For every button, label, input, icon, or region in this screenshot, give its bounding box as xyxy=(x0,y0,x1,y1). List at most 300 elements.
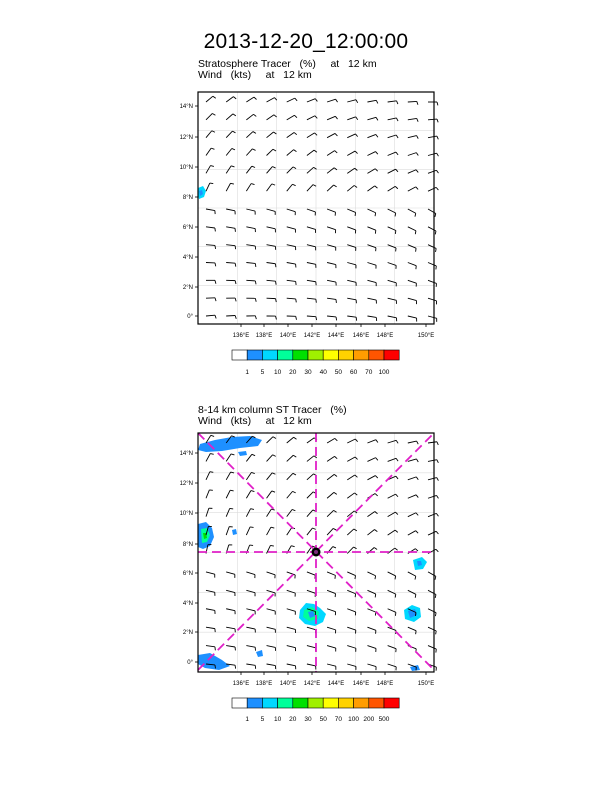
lat-tick-label: 8°N xyxy=(182,195,193,201)
colorbar-swatch xyxy=(247,350,262,360)
wind-barb xyxy=(246,454,255,461)
wind-barb xyxy=(267,572,276,578)
wind-barb xyxy=(246,280,256,284)
wind-barb xyxy=(388,152,398,155)
wind-barb xyxy=(367,572,375,579)
wind-barb xyxy=(246,664,255,669)
wind-barb xyxy=(327,438,337,443)
wind-barb xyxy=(388,186,398,191)
lon-tick-label: 148°E xyxy=(376,333,394,339)
wind-barb xyxy=(246,263,255,267)
wind-barb xyxy=(287,209,296,215)
wind-barb xyxy=(428,646,436,653)
colorbar-label: 500 xyxy=(378,716,390,723)
wind-barb xyxy=(408,441,418,444)
tracer-patch-southeast-edge xyxy=(410,665,420,671)
wind-barb xyxy=(246,609,255,615)
colorbar-swatch xyxy=(369,350,384,360)
wind-barb xyxy=(246,627,255,632)
colorbar-swatch xyxy=(338,350,353,360)
wind-barb xyxy=(267,609,276,615)
colorbar-swatch xyxy=(384,350,399,360)
wind-barb xyxy=(428,298,437,304)
panel2-wind-barbs xyxy=(206,435,438,670)
wind-barb xyxy=(226,280,236,284)
colorbar-swatch xyxy=(323,698,338,708)
wind-barb xyxy=(367,152,377,156)
wind-barb xyxy=(408,153,418,156)
wind-barb xyxy=(428,460,438,463)
wind-barb xyxy=(428,187,438,191)
panel1-tracer-patches xyxy=(198,186,206,199)
wind-barb xyxy=(428,316,437,322)
wind-barb xyxy=(367,646,376,652)
tracer-patch-north-small xyxy=(238,451,247,456)
wind-barb xyxy=(287,473,296,480)
wind-barb xyxy=(206,609,215,614)
wind-barb xyxy=(287,455,297,461)
colorbar-label: 60 xyxy=(349,369,358,376)
wind-barb xyxy=(267,437,276,443)
wind-barb xyxy=(246,166,255,173)
wind-barb xyxy=(327,528,336,535)
panel2-colorbar xyxy=(232,698,399,723)
wind-barb xyxy=(246,149,255,156)
wind-barb xyxy=(347,263,356,269)
wind-barb xyxy=(267,132,277,138)
colorbar-swatch xyxy=(247,698,262,708)
wind-barb xyxy=(408,209,416,217)
lon-tick-label: 144°E xyxy=(327,333,345,339)
wind-barb xyxy=(246,646,255,651)
wind-barb xyxy=(367,245,375,251)
wind-barb xyxy=(206,572,215,578)
wind-barb xyxy=(267,298,277,302)
lon-tick-label: 142°E xyxy=(303,333,321,339)
colorbar-swatch xyxy=(232,698,247,708)
wind-barb xyxy=(226,590,235,596)
wind-barb xyxy=(327,133,337,137)
wind-barb xyxy=(226,472,234,480)
panel1-lon-ticks xyxy=(233,324,434,339)
lon-tick-label: 136°E xyxy=(232,333,250,339)
lon-tick-label: 144°E xyxy=(327,681,345,687)
wind-barb xyxy=(367,298,376,303)
wind-barb xyxy=(287,184,296,191)
wind-barb xyxy=(206,627,215,632)
wind-barb xyxy=(428,442,438,445)
wind-barb xyxy=(428,572,436,580)
wind-barb xyxy=(307,456,317,462)
wind-barb xyxy=(206,315,216,318)
wind-barb xyxy=(408,245,416,252)
lat-tick-label: 10°N xyxy=(179,511,193,517)
lat-tick-label: 8°N xyxy=(182,542,193,548)
wind-barb xyxy=(226,527,233,535)
tracer-patch-southwest-small xyxy=(256,650,263,657)
wind-barb xyxy=(367,134,377,137)
wind-barb xyxy=(246,316,256,319)
wind-barb xyxy=(267,473,276,480)
wind-barb xyxy=(307,280,316,285)
wind-barb xyxy=(267,209,276,215)
lat-tick-label: 2°N xyxy=(182,285,193,291)
wind-barb xyxy=(367,100,377,103)
wind-barb xyxy=(408,572,416,580)
wind-barb xyxy=(226,183,234,191)
lat-tick-label: 12°N xyxy=(179,481,193,487)
lon-tick-label: 138°E xyxy=(255,333,273,339)
wind-barb xyxy=(267,115,277,120)
lon-tick-label: 136°E xyxy=(232,681,250,687)
lat-tick-label: 2°N xyxy=(182,630,193,636)
wind-barb xyxy=(206,209,215,214)
wind-barb xyxy=(267,316,277,319)
wind-barb xyxy=(408,316,417,322)
tracer-patch-west-small xyxy=(232,529,237,535)
wind-barb xyxy=(408,513,418,517)
wind-barb xyxy=(367,186,377,191)
wind-barb xyxy=(287,115,297,120)
wind-barb xyxy=(226,316,236,319)
lat-tick-label: 6°N xyxy=(182,225,193,231)
wind-barb xyxy=(428,609,436,616)
wind-barb xyxy=(287,280,296,285)
wind-barb xyxy=(347,646,356,652)
wind-barb xyxy=(347,590,355,597)
colorbar-swatch xyxy=(278,698,293,708)
wind-barb xyxy=(388,316,397,321)
wind-barb xyxy=(226,454,234,462)
lon-tick-label: 148°E xyxy=(376,681,394,687)
panel2-center-marker xyxy=(312,548,321,557)
wind-barb xyxy=(267,149,276,155)
lat-tick-label: 0° xyxy=(187,660,193,666)
wind-barb xyxy=(408,263,416,270)
wind-barb xyxy=(347,227,355,234)
wind-barb xyxy=(287,245,296,250)
colorbar-label: 5 xyxy=(260,716,265,723)
wind-barb xyxy=(267,491,276,498)
panel2-subtitle-tracer: 8-14 km column ST Tracer (%) xyxy=(198,404,347,416)
wind-barb xyxy=(307,150,317,155)
wind-barb xyxy=(347,280,356,285)
wind-barb xyxy=(347,117,357,120)
wind-barb xyxy=(428,478,438,481)
wind-barb xyxy=(327,316,337,320)
wind-barb xyxy=(246,97,256,102)
wind-barb xyxy=(428,280,436,287)
colorbar-label: 5 xyxy=(260,369,265,376)
colorbar-label: 1 xyxy=(245,716,250,723)
wind-barb xyxy=(327,116,337,120)
lon-tick-label: 146°E xyxy=(352,681,370,687)
lon-tick-label: 138°E xyxy=(255,681,273,687)
lon-tick-label: 140°E xyxy=(279,681,297,687)
wind-barb xyxy=(347,100,357,103)
wind-barb xyxy=(287,609,296,615)
wind-barb xyxy=(327,474,337,479)
colorbar-label: 100 xyxy=(348,716,360,723)
wind-barb xyxy=(408,136,418,139)
wind-barb xyxy=(307,646,316,652)
colorbar-swatch xyxy=(308,350,323,360)
wind-barb xyxy=(287,664,296,669)
wind-barb xyxy=(408,495,418,498)
panel1-gridlines xyxy=(198,92,434,324)
wind-barb xyxy=(428,170,438,173)
wind-barb xyxy=(287,263,296,268)
colorbar-label: 50 xyxy=(334,369,343,376)
wind-barb xyxy=(347,245,356,251)
lon-tick-label: 140°E xyxy=(279,333,297,339)
wind-barb xyxy=(287,150,297,156)
wind-barb xyxy=(428,227,436,235)
wind-barb xyxy=(327,609,336,615)
wind-barb xyxy=(267,245,276,250)
wind-barb xyxy=(267,98,277,102)
map-panel-1 xyxy=(180,92,439,376)
lon-tick-label: 150°E xyxy=(417,333,435,339)
wind-barb xyxy=(367,664,376,670)
wind-barb xyxy=(388,298,397,304)
wind-barb xyxy=(327,646,336,652)
wind-barb xyxy=(307,185,316,192)
wind-barb xyxy=(307,227,316,233)
wind-barb xyxy=(367,512,377,517)
wind-barb xyxy=(367,209,375,216)
colorbar-label: 40 xyxy=(319,369,327,376)
wind-barb xyxy=(246,114,256,120)
wind-barb xyxy=(287,646,296,652)
wind-barb xyxy=(428,245,436,252)
wind-barb xyxy=(327,572,335,579)
wind-barb xyxy=(206,227,215,232)
wind-barb xyxy=(287,167,296,173)
wind-barb xyxy=(408,477,418,480)
wind-barb xyxy=(408,280,417,286)
panel1-lat-ticks xyxy=(180,104,198,320)
wind-barb xyxy=(408,187,418,191)
wind-barb xyxy=(327,99,337,102)
wind-barb xyxy=(347,168,357,173)
colorbar-swatch xyxy=(278,350,293,360)
wind-barb xyxy=(267,167,276,174)
lon-tick-label: 150°E xyxy=(417,681,435,687)
colorbar-swatch xyxy=(293,698,308,708)
wind-barb xyxy=(287,132,297,137)
lat-tick-label: 12°N xyxy=(179,135,193,141)
wind-barb xyxy=(246,209,255,215)
wind-barb xyxy=(388,118,398,121)
colorbar-swatch xyxy=(369,698,384,708)
wind-barb xyxy=(226,298,236,301)
wind-barb xyxy=(226,490,233,498)
wind-barb xyxy=(307,590,315,596)
wind-barb xyxy=(388,458,398,461)
wind-barb xyxy=(206,298,216,301)
wind-barb xyxy=(307,528,316,535)
wind-barb xyxy=(347,572,355,579)
lat-tick-label: 4°N xyxy=(182,255,193,261)
wind-barb xyxy=(347,627,356,633)
panel1-subtitle-wind: Wind (kts) at 12 km xyxy=(198,69,312,81)
lat-tick-label: 10°N xyxy=(179,165,193,171)
wind-barb xyxy=(367,117,377,120)
wind-barb xyxy=(267,227,276,233)
wind-barb xyxy=(327,456,337,461)
colorbar-label: 50 xyxy=(319,716,327,723)
wind-barb xyxy=(347,151,357,155)
wind-barb xyxy=(226,609,235,614)
wind-barb xyxy=(206,280,216,283)
wind-barb xyxy=(226,263,236,267)
lat-tick-label: 6°N xyxy=(182,571,193,577)
wind-barb xyxy=(327,298,336,303)
wind-barb xyxy=(226,227,235,232)
wind-barb xyxy=(428,209,436,217)
wind-barb xyxy=(206,454,214,462)
wind-barb xyxy=(347,209,355,216)
wind-barb xyxy=(367,458,377,462)
wind-barb xyxy=(226,97,236,102)
wind-barb xyxy=(428,102,438,105)
wind-barb xyxy=(428,136,438,139)
colorbar-swatch xyxy=(338,698,353,708)
wind-barb xyxy=(367,590,375,597)
colorbar-swatch xyxy=(354,698,369,708)
wind-barb xyxy=(428,590,436,598)
wind-barb xyxy=(246,590,255,596)
lat-tick-label: 0° xyxy=(187,314,193,320)
wind-barb xyxy=(307,167,317,173)
wind-barb xyxy=(367,476,377,480)
wind-barb xyxy=(367,263,376,269)
wind-barb xyxy=(287,227,296,233)
tracer-patch-southwest xyxy=(198,653,230,670)
colorbar-swatch xyxy=(354,350,369,360)
wind-barb xyxy=(327,492,337,498)
wind-barb xyxy=(408,531,418,535)
wind-barb xyxy=(246,132,256,138)
wind-barb xyxy=(287,528,295,536)
wind-barb xyxy=(206,96,216,102)
wind-barb xyxy=(246,245,255,250)
wind-barb xyxy=(408,646,416,653)
wind-barb xyxy=(327,185,337,191)
wind-barb xyxy=(367,440,377,443)
wind-barb xyxy=(226,209,235,214)
wind-barb xyxy=(246,527,253,535)
wind-barb xyxy=(428,119,438,122)
wind-barb xyxy=(367,609,375,616)
wind-barb xyxy=(408,118,418,121)
wind-barb xyxy=(408,170,418,174)
wind-barb xyxy=(307,263,316,268)
colorbar-swatch xyxy=(323,350,338,360)
wind-barb xyxy=(428,263,436,270)
wind-barb xyxy=(307,664,316,669)
wind-barb xyxy=(428,495,438,498)
colorbar-swatch xyxy=(232,350,247,360)
wind-barb xyxy=(206,590,215,595)
colorbar-label: 70 xyxy=(365,369,373,376)
wind-barb xyxy=(327,151,337,156)
wind-barb xyxy=(226,627,235,632)
wind-barb xyxy=(206,646,215,651)
wind-barb xyxy=(327,227,336,233)
wind-barb xyxy=(388,530,398,535)
wind-barb xyxy=(327,245,336,251)
wind-barb xyxy=(287,98,297,102)
wind-barb xyxy=(287,509,296,516)
colorbar-label: 200 xyxy=(363,716,375,723)
wind-barb xyxy=(246,472,254,479)
wind-barb xyxy=(287,298,297,302)
map-panel-2 xyxy=(180,433,439,723)
wind-barb xyxy=(327,510,336,516)
wind-barb xyxy=(428,153,438,156)
wind-barb xyxy=(327,209,335,216)
wind-barb xyxy=(408,627,416,634)
wind-barb xyxy=(327,168,337,174)
panel1-subtitle-tracer: Stratosphere Tracer (%) at 12 km xyxy=(198,58,377,70)
wind-barb xyxy=(367,627,375,634)
colorbar-swatch xyxy=(293,350,308,360)
wind-barb xyxy=(327,263,336,269)
lat-tick-label: 14°N xyxy=(179,451,193,457)
wind-barb xyxy=(408,227,416,234)
panel1-wind-barbs xyxy=(206,96,438,322)
wind-barb xyxy=(367,530,377,536)
map-title: 2013-12-20_12:00:00 xyxy=(203,30,409,53)
wind-barb xyxy=(206,148,214,155)
wind-barb xyxy=(307,245,316,251)
wind-barb xyxy=(307,209,316,215)
colorbar-label: 10 xyxy=(273,369,282,376)
wind-barb xyxy=(206,131,215,138)
wind-barb xyxy=(267,590,276,596)
wind-barb xyxy=(428,531,438,535)
wind-barb xyxy=(267,263,276,268)
wind-barb xyxy=(408,101,418,104)
colorbar-label: 100 xyxy=(378,369,390,376)
wind-barb xyxy=(206,263,216,267)
wind-barb xyxy=(246,298,256,302)
wind-barb xyxy=(408,298,417,304)
colorbar-swatch xyxy=(262,350,277,360)
lon-tick-label: 142°E xyxy=(303,681,321,687)
colorbar-label: 20 xyxy=(289,369,297,376)
wind-barb xyxy=(206,490,213,498)
wind-barb xyxy=(267,455,276,462)
colorbar-label: 20 xyxy=(289,716,297,723)
wind-barb xyxy=(347,457,357,461)
wind-barb xyxy=(246,491,254,499)
colorbar-label: 70 xyxy=(334,716,343,723)
wind-barb xyxy=(307,474,317,480)
colorbar-label: 30 xyxy=(304,716,312,723)
colorbar-label: 10 xyxy=(273,716,282,723)
wind-barb xyxy=(206,113,215,119)
wind-barb xyxy=(347,664,356,670)
wind-barb xyxy=(388,135,398,138)
wind-barb xyxy=(226,114,236,120)
wind-barb xyxy=(428,513,438,516)
panel1-colorbar xyxy=(232,350,399,376)
lat-tick-label: 4°N xyxy=(182,601,193,607)
wind-barb xyxy=(307,492,316,498)
